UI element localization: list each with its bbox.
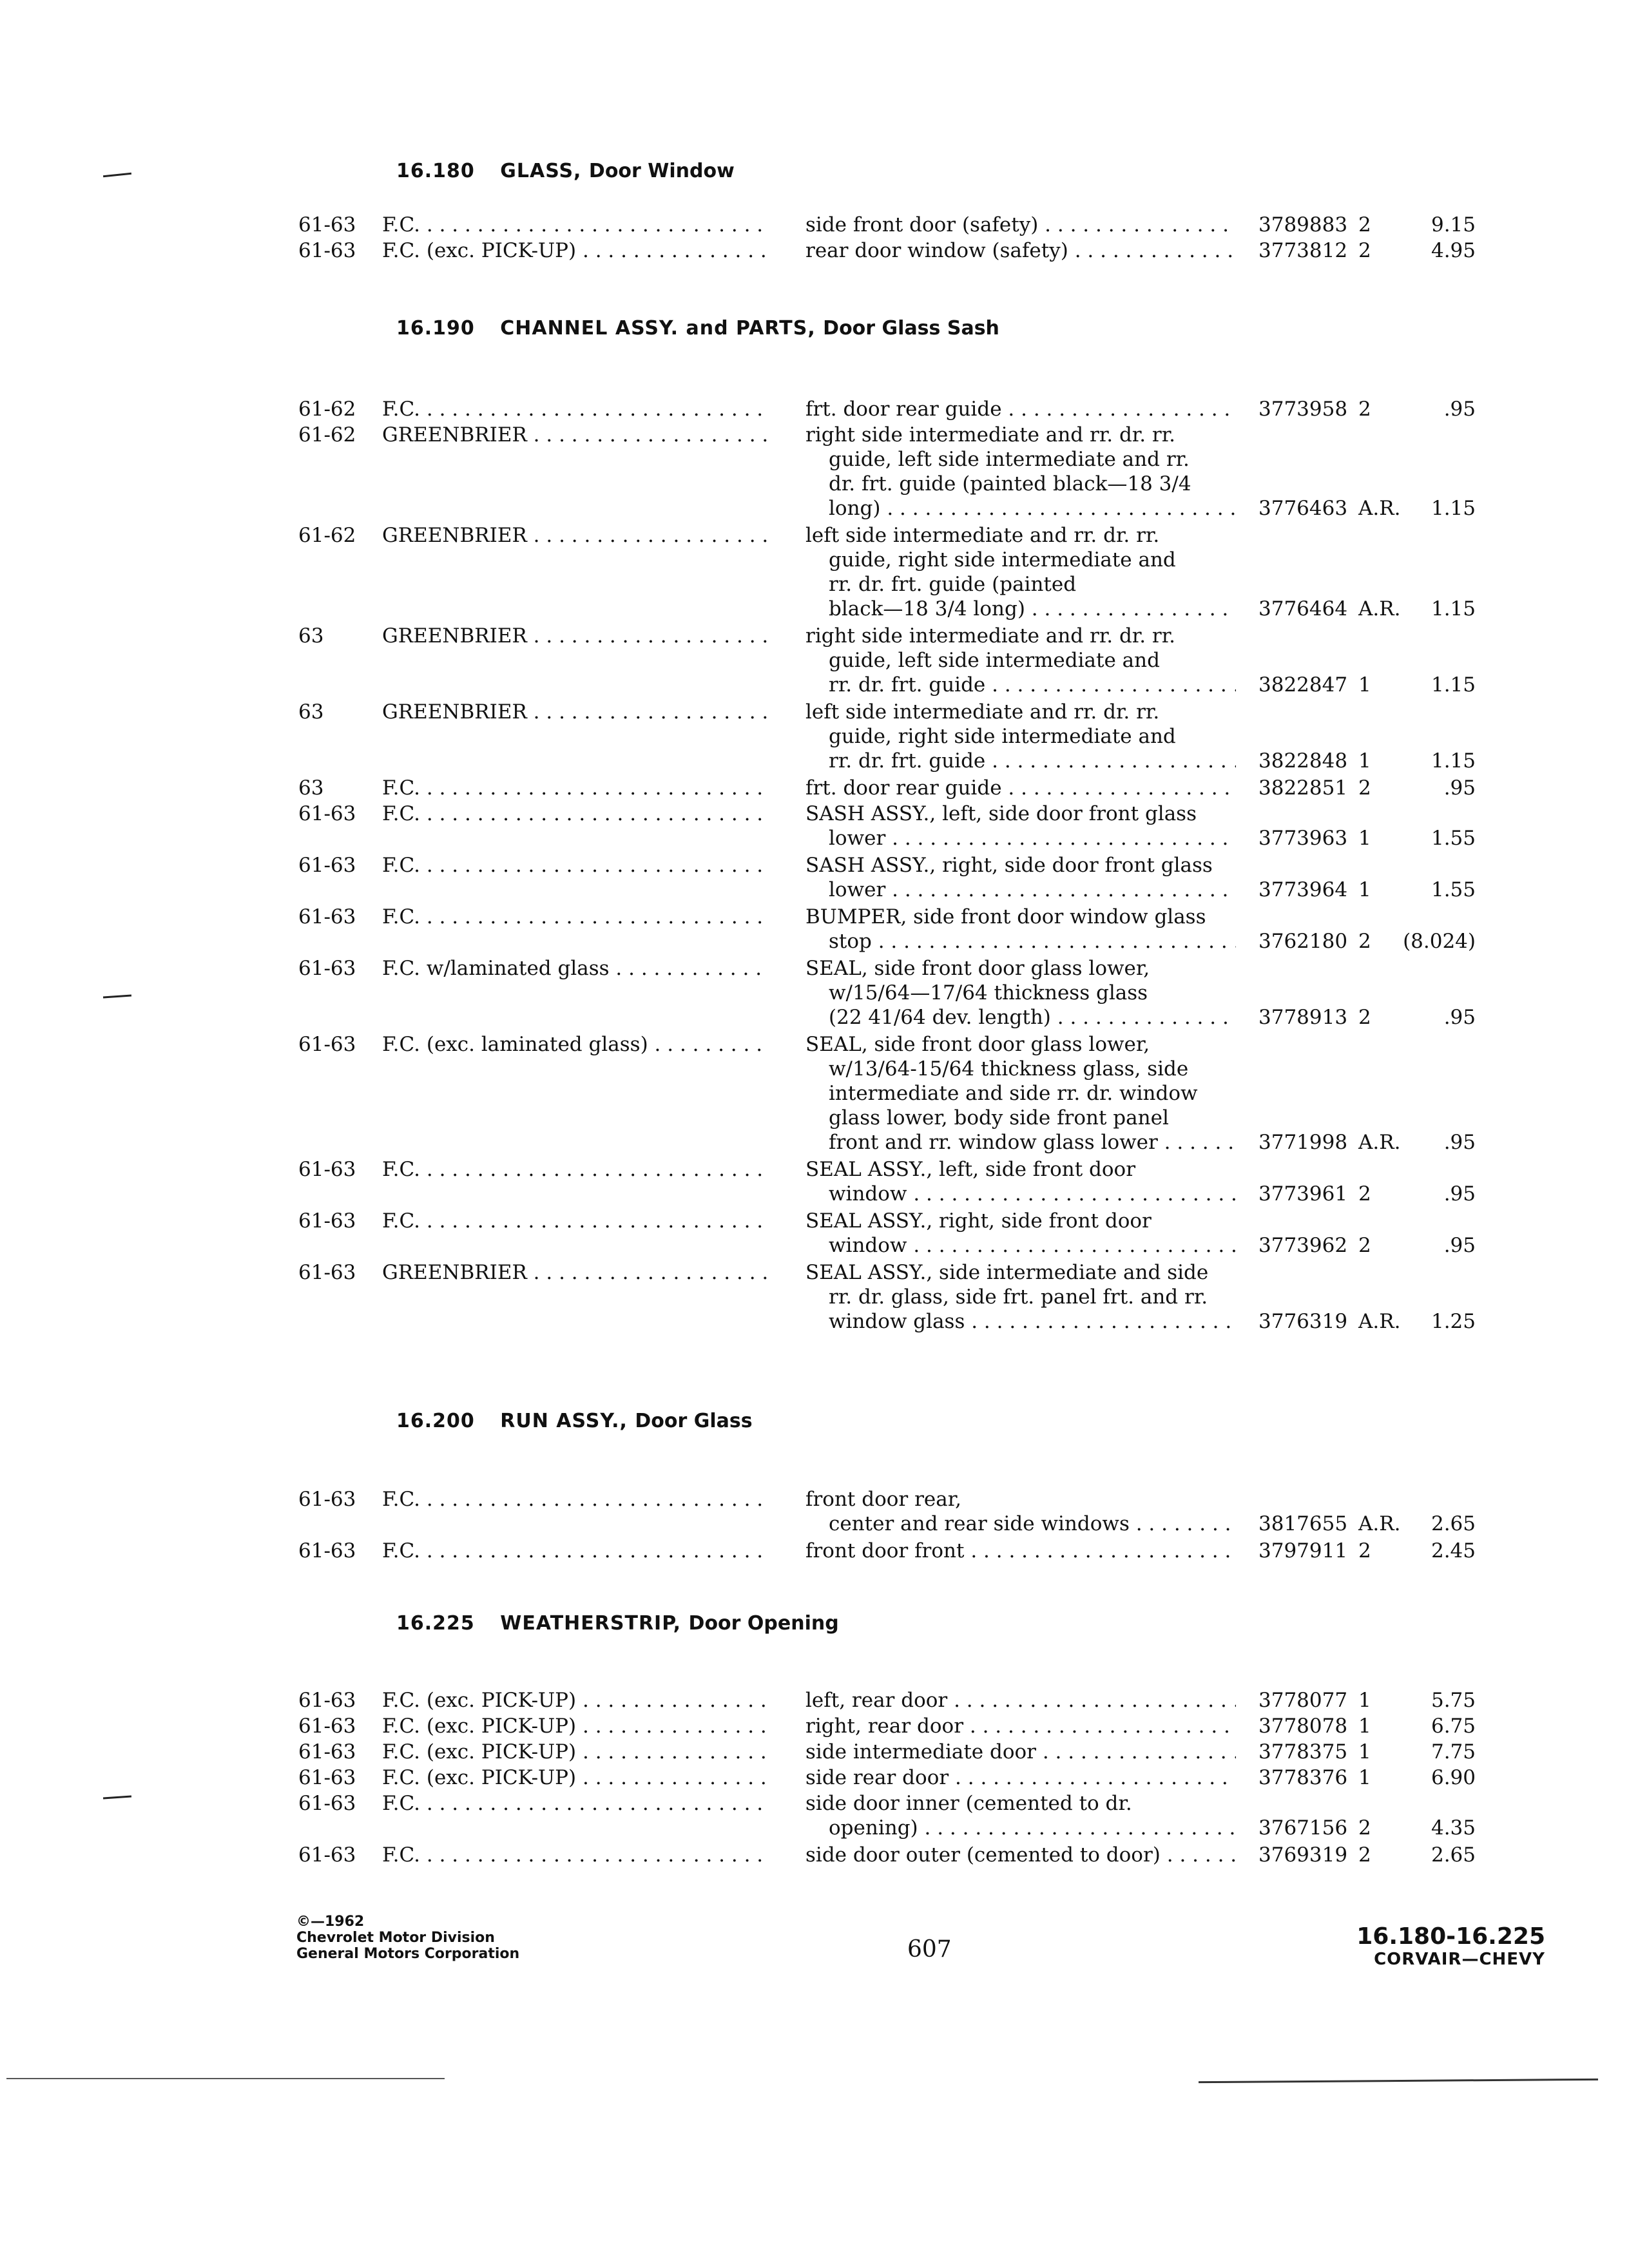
part-number: 3817655 <box>1258 1512 1348 1535</box>
price: 1.55 <box>1431 827 1476 850</box>
description-line: SEAL ASSY., side intermediate and side <box>805 1261 1209 1284</box>
part-description <box>805 1209 1236 1258</box>
model-year: 61-62 <box>298 524 356 547</box>
parts-row <box>0 1260 1629 1334</box>
model-year: 61-63 <box>298 1261 356 1284</box>
model-year: 61-63 <box>298 1689 356 1712</box>
parts-row <box>0 238 1629 263</box>
part-number: 3773962 <box>1258 1234 1348 1257</box>
price: 1.55 <box>1431 878 1476 901</box>
model-name: F.C. w/laminated glass . . . <box>382 956 769 981</box>
model-year: 61-63 <box>298 213 356 236</box>
model-name: GREENBRIER . . . <box>382 523 769 548</box>
part-number: 3778376 <box>1258 1766 1348 1789</box>
model-year: 61-63 <box>298 1158 356 1181</box>
part-number: 3778375 <box>1258 1740 1348 1763</box>
description-line: BUMPER, side front door window glass <box>805 905 1206 928</box>
model-year: 61-63 <box>298 1033 356 1056</box>
page-number: 607 <box>907 1936 952 1963</box>
price: 2.45 <box>1431 1539 1476 1562</box>
model-name: F.C. . . . <box>382 1487 769 1512</box>
part-number: 3773958 <box>1258 398 1348 421</box>
model-name: F.C. . . . <box>382 1843 769 1867</box>
part-number: 3776463 <box>1258 497 1348 520</box>
quantity: 2 <box>1358 1843 1371 1867</box>
parts-row <box>0 397 1629 421</box>
description-line: frt. door rear guide . . . <box>805 776 1236 800</box>
model-name: F.C. (exc. PICK-UP) . . . <box>382 1688 769 1713</box>
model-year: 61-63 <box>298 1766 356 1789</box>
description-line: guide, left side intermediate and <box>829 649 1160 672</box>
model-name: F.C. . . . <box>382 213 769 237</box>
part-description <box>805 802 1236 850</box>
description-line: SEAL ASSY., right, side front door <box>805 1209 1152 1233</box>
part-number: 3822848 <box>1258 749 1348 773</box>
part-number: 3773963 <box>1258 827 1348 850</box>
model-name: F.C. . . . <box>382 1157 769 1182</box>
quantity: 1 <box>1358 749 1371 773</box>
description-line: SASH ASSY., right, side door front glass <box>805 854 1213 877</box>
section-title-16-225: 16.225 WEATHERSTRIP, Door Opening <box>396 1612 839 1635</box>
description-line: dr. frt. guide (painted black—18 3/4 <box>829 472 1191 495</box>
model-name: F.C. (exc. PICK-UP) . . . <box>382 1740 769 1764</box>
quantity: 2 <box>1358 1234 1371 1257</box>
price: (8.024) <box>1403 930 1476 953</box>
scan-rule <box>1199 2079 1598 2083</box>
part-description <box>805 1487 1236 1536</box>
description-line: stop . . . <box>805 929 1236 954</box>
model-year: 61-63 <box>298 1539 356 1562</box>
description-line: SEAL, side front door glass lower, <box>805 1033 1150 1056</box>
description-line: right side intermediate and rr. dr. rr. <box>805 624 1175 648</box>
model-year: 61-63 <box>298 854 356 877</box>
quantity: 2 <box>1358 776 1371 800</box>
description-line: guide, right side intermediate and <box>829 548 1176 572</box>
quantity: 2 <box>1358 1816 1371 1840</box>
model-year: 61-63 <box>298 1715 356 1738</box>
part-description <box>805 1688 1236 1713</box>
section-title-16-190: 16.190 CHANNEL ASSY. and PARTS, Door Glass Sash <box>396 317 999 340</box>
description-line: center and rear side windows . . . <box>805 1512 1236 1536</box>
model-name: GREENBRIER . . . <box>382 700 769 724</box>
parts-row <box>0 700 1629 773</box>
model-year: 61-63 <box>298 1209 356 1233</box>
parts-row <box>0 1714 1629 1738</box>
quantity: 1 <box>1358 1740 1371 1763</box>
price: 1.15 <box>1431 673 1476 697</box>
price: .95 <box>1443 1234 1476 1257</box>
section-title-16-200: 16.200 RUN ASSY., Door Glass <box>396 1410 753 1432</box>
description-line: left side intermediate and rr. dr. rr. <box>805 700 1160 724</box>
publisher-block <box>296 1914 519 1962</box>
parts-row <box>0 213 1629 237</box>
price: 7.75 <box>1431 1740 1476 1763</box>
model-name: GREENBRIER . . . <box>382 1260 769 1285</box>
model-name: F.C. . . . <box>382 802 769 826</box>
part-description <box>805 1740 1236 1764</box>
parts-row <box>0 905 1629 954</box>
part-number: 3797911 <box>1258 1539 1348 1562</box>
parts-row <box>0 1791 1629 1840</box>
model-name: F.C. (exc. laminated glass) . . . <box>382 1032 769 1057</box>
description-line: rr. dr. frt. guide (painted <box>829 573 1077 596</box>
parts-row <box>0 1209 1629 1258</box>
parts-row <box>0 1157 1629 1206</box>
quantity: 2 <box>1358 398 1371 421</box>
parts-row <box>0 1688 1629 1713</box>
price: .95 <box>1443 1006 1476 1029</box>
description-line: rr. dr. frt. guide . . . <box>805 749 1236 773</box>
quantity: A.R. <box>1358 597 1401 620</box>
description-line: SEAL, side front door glass lower, <box>805 957 1150 980</box>
part-description <box>805 1157 1236 1206</box>
description-line: w/13/64-15/64 thickness glass, side <box>829 1057 1189 1081</box>
part-description <box>805 1714 1236 1738</box>
price: .95 <box>1443 398 1476 421</box>
quantity: 1 <box>1358 1689 1371 1712</box>
price: .95 <box>1443 1131 1476 1154</box>
description-line: right, rear door . . . <box>805 1714 1236 1738</box>
parts-row <box>0 1539 1629 1563</box>
description-line: front door rear, <box>805 1488 961 1511</box>
price: 2.65 <box>1431 1843 1476 1867</box>
description-line: opening) . . . <box>805 1816 1236 1840</box>
division: Chevrolet Motor Division <box>296 1930 495 1946</box>
model-name: F.C. . . . <box>382 853 769 878</box>
quantity: 1 <box>1358 878 1371 901</box>
price: 2.65 <box>1431 1512 1476 1535</box>
quantity: 2 <box>1358 930 1371 953</box>
model-name: F.C. . . . <box>382 776 769 800</box>
quantity: 2 <box>1358 239 1371 262</box>
part-number: 3767156 <box>1258 1816 1348 1840</box>
model-year: 61-63 <box>298 1488 356 1511</box>
scan-mark <box>103 173 131 178</box>
description-line: side intermediate door . . . <box>805 1740 1236 1764</box>
model-name: GREENBRIER . . . <box>382 624 769 648</box>
model-year: 61-63 <box>298 802 356 825</box>
description-line: intermediate and side rr. dr. window <box>829 1082 1198 1105</box>
model-name: GREENBRIER . . . <box>382 423 769 447</box>
model-name: F.C. (exc. PICK-UP) . . . <box>382 1765 769 1790</box>
quantity: 2 <box>1358 1006 1371 1029</box>
quantity: 1 <box>1358 1715 1371 1738</box>
description-line: rr. dr. frt. guide . . . <box>805 673 1236 697</box>
parts-row <box>0 1843 1629 1867</box>
part-number: 3778077 <box>1258 1689 1348 1712</box>
description-line: window glass . . . <box>805 1309 1236 1334</box>
description-line: lower . . . <box>805 826 1236 850</box>
quantity: A.R. <box>1358 1310 1401 1333</box>
scan-rule <box>6 2078 445 2079</box>
model-year: 63 <box>298 776 324 800</box>
parts-row <box>0 1740 1629 1764</box>
price: 6.75 <box>1431 1715 1476 1738</box>
description-line: front and rr. window glass lower . . . <box>805 1130 1236 1155</box>
quantity: 1 <box>1358 673 1371 697</box>
quantity: 1 <box>1358 1766 1371 1789</box>
part-description <box>805 1539 1236 1563</box>
price: 6.90 <box>1431 1766 1476 1789</box>
part-number: 3776319 <box>1258 1310 1348 1333</box>
model-name: F.C. (exc. PICK-UP) . . . <box>382 238 769 263</box>
part-description <box>805 213 1236 237</box>
price: 4.35 <box>1431 1816 1476 1840</box>
description-line: window . . . <box>805 1182 1236 1206</box>
part-number: 3773812 <box>1258 239 1348 262</box>
quantity: 2 <box>1358 213 1371 236</box>
part-description <box>805 1791 1236 1840</box>
part-description <box>805 238 1236 263</box>
part-description <box>805 423 1236 521</box>
description-line: rear door window (safety) . . . <box>805 238 1236 263</box>
description-line: long) . . . <box>805 496 1236 521</box>
price: .95 <box>1443 1182 1476 1206</box>
description-line: side rear door . . . <box>805 1765 1236 1790</box>
part-number: 3822847 <box>1258 673 1348 697</box>
section-title-16-180: 16.180 GLASS, Door Window <box>396 160 735 182</box>
description-line: left side intermediate and rr. dr. rr. <box>805 524 1160 547</box>
model-year: 61-62 <box>298 423 356 447</box>
description-line: side front door (safety) . . . <box>805 213 1236 237</box>
price: .95 <box>1443 776 1476 800</box>
part-number: 3789883 <box>1258 213 1348 236</box>
model-year: 61-63 <box>298 1792 356 1815</box>
parts-row <box>0 853 1629 902</box>
price: 9.15 <box>1431 213 1476 236</box>
section-range: 16.180-16.225 <box>1356 1923 1545 1950</box>
model-year: 61-63 <box>298 239 356 262</box>
part-number: 3769319 <box>1258 1843 1348 1867</box>
corporation: General Motors Corporation <box>296 1946 520 1962</box>
model-year: 61-63 <box>298 1740 356 1763</box>
part-description <box>805 1032 1236 1155</box>
description-line: (22 41/64 dev. length) . . . <box>805 1005 1236 1030</box>
quantity: A.R. <box>1358 1512 1401 1535</box>
part-description <box>805 1765 1236 1790</box>
parts-row <box>0 423 1629 521</box>
part-number: 3778078 <box>1258 1715 1348 1738</box>
description-line: black—18 3/4 long) . . . <box>805 597 1236 621</box>
quantity: A.R. <box>1358 1131 1401 1154</box>
parts-row <box>0 1487 1629 1536</box>
model-year: 61-63 <box>298 957 356 980</box>
quantity: 2 <box>1358 1539 1371 1562</box>
description-line: guide, left side intermediate and rr. <box>829 448 1190 471</box>
part-number: 3771998 <box>1258 1131 1348 1154</box>
price: 1.15 <box>1431 497 1476 520</box>
part-number: 3822851 <box>1258 776 1348 800</box>
part-description <box>805 956 1236 1030</box>
description-line: guide, right side intermediate and <box>829 725 1176 748</box>
price: 1.15 <box>1431 749 1476 773</box>
price: 1.15 <box>1431 597 1476 620</box>
copyright: ©—1962 <box>296 1914 365 1930</box>
description-line: side door outer (cemented to door) . . . <box>805 1843 1236 1867</box>
price: 1.25 <box>1431 1310 1476 1333</box>
quantity: A.R. <box>1358 497 1401 520</box>
description-line: SEAL ASSY., left, side front door <box>805 1158 1136 1181</box>
quantity: 2 <box>1358 1182 1371 1206</box>
part-number: 3762180 <box>1258 930 1348 953</box>
part-number: 3773964 <box>1258 878 1348 901</box>
model-name: F.C. (exc. PICK-UP) . . . <box>382 1714 769 1738</box>
parts-row <box>0 624 1629 697</box>
description-line: window . . . <box>805 1233 1236 1258</box>
parts-row <box>0 802 1629 850</box>
model-year: 63 <box>298 624 324 648</box>
price: 5.75 <box>1431 1689 1476 1712</box>
part-description <box>805 1260 1236 1334</box>
model-year: 61-63 <box>298 905 356 928</box>
part-description <box>805 700 1236 773</box>
part-number: 3778913 <box>1258 1006 1348 1029</box>
part-number: 3776464 <box>1258 597 1348 620</box>
model-year: 63 <box>298 700 324 724</box>
description-line: glass lower, body side front panel <box>829 1106 1169 1129</box>
model-name: F.C. . . . <box>382 397 769 421</box>
description-line: front door front . . . <box>805 1539 1236 1563</box>
description-line: lower . . . <box>805 878 1236 902</box>
quantity: 1 <box>1358 827 1371 850</box>
part-description <box>805 397 1236 421</box>
part-description <box>805 853 1236 902</box>
description-line: frt. door rear guide . . . <box>805 397 1236 421</box>
product-line: CORVAIR—CHEVY <box>1374 1950 1545 1969</box>
model-name: F.C. . . . <box>382 1209 769 1233</box>
parts-row <box>0 1765 1629 1790</box>
description-line: SASH ASSY., left, side door front glass <box>805 802 1197 825</box>
section-range-block <box>1356 1923 1545 1969</box>
description-line: w/15/64—17/64 thickness glass <box>829 981 1148 1004</box>
part-description <box>805 1843 1236 1867</box>
description-line: side door inner (cemented to dr. <box>805 1792 1132 1815</box>
part-description <box>805 905 1236 954</box>
model-name: F.C. . . . <box>382 1539 769 1563</box>
parts-row <box>0 1032 1629 1155</box>
model-year: 61-62 <box>298 398 356 421</box>
part-description <box>805 523 1236 621</box>
part-description <box>805 776 1236 800</box>
parts-row <box>0 776 1629 800</box>
model-year: 61-63 <box>298 1843 356 1867</box>
parts-row <box>0 523 1629 621</box>
model-name: F.C. . . . <box>382 1791 769 1816</box>
description-line: left, rear door . . . <box>805 1688 1236 1713</box>
description-line: rr. dr. glass, side frt. panel frt. and rr. <box>829 1285 1208 1309</box>
model-name: F.C. . . . <box>382 905 769 929</box>
part-description <box>805 624 1236 697</box>
description-line: right side intermediate and rr. dr. rr. <box>805 423 1175 447</box>
price: 4.95 <box>1431 239 1476 262</box>
part-number: 3773961 <box>1258 1182 1348 1206</box>
parts-row <box>0 956 1629 1030</box>
